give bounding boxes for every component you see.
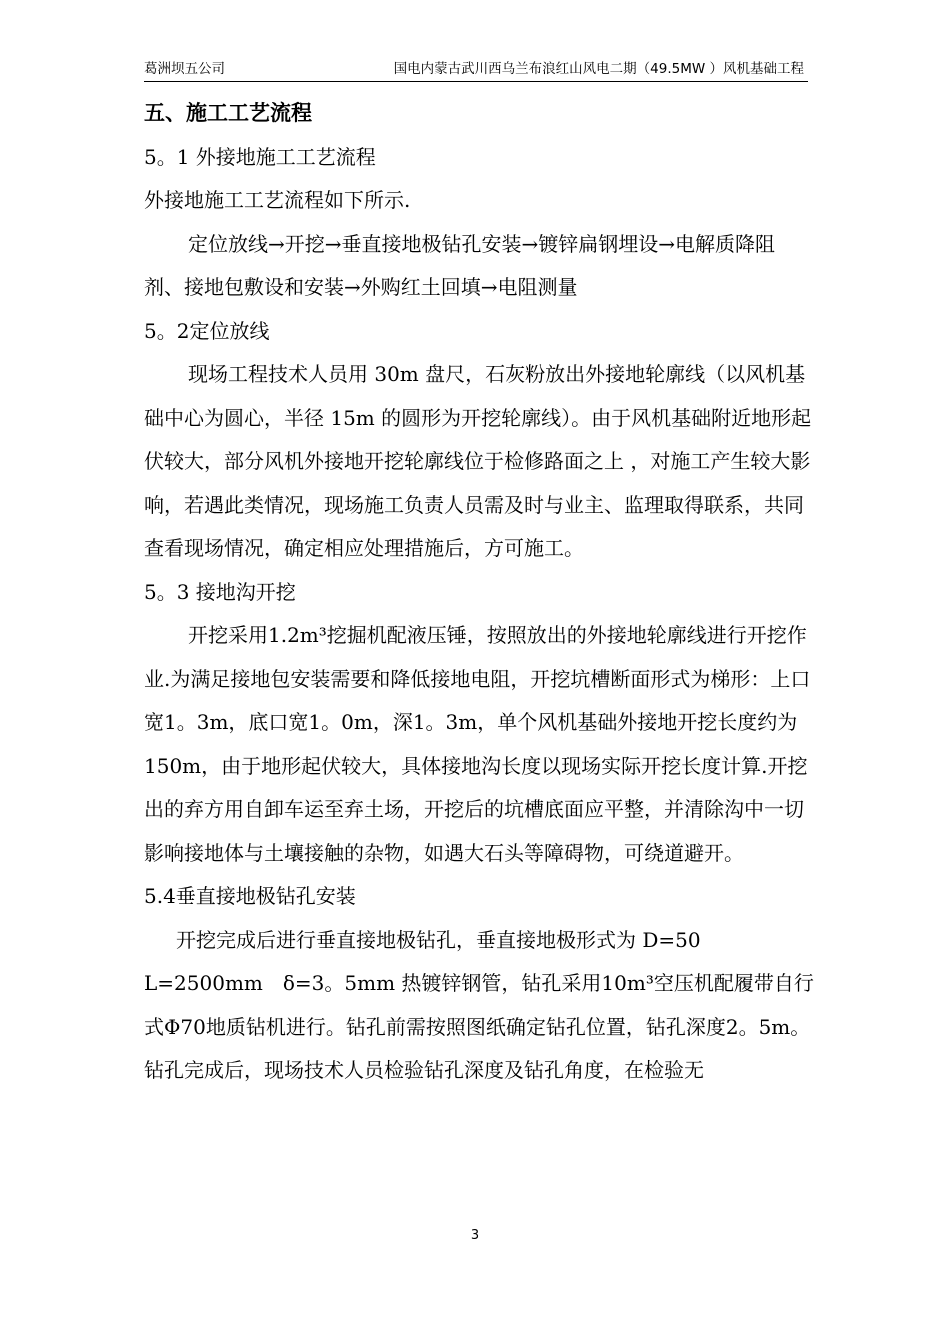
subsection-5-4-paragraph: 开挖完成后进行垂直接地极钻孔，垂直接地极形式为 D=50 L=2500mm δ=3。5mm 热镀锌钢管，钻孔采用10m³空压机配履带自行式Φ70地质钻机进行。钻孔前需按照图纸确定钻孔位置，钻孔深度2。5m。钻孔完成后，现场技术人员检验钻孔深度及钻孔角度，在检验无: [144, 927, 814, 1082]
subsection-5-2-heading: 5。2定位放线: [144, 318, 270, 343]
document-body: [144, 92, 814, 1093]
subsection-5-1-intro: 外接地施工工艺流程如下所示.: [144, 188, 411, 212]
subsection-5-3-heading: 5。3 接地沟开挖: [144, 579, 296, 604]
section-title: 五、施工工艺流程: [144, 101, 312, 125]
subsection-5-4-heading: 5.4垂直接地极钻孔安装: [144, 884, 356, 908]
header-company: 葛洲坝五公司: [144, 61, 225, 77]
subsection-5-1-heading: 5。1 外接地施工工艺流程: [144, 144, 376, 169]
header-project-title: 国电内蒙古武川西乌兰布浪红山风电二期（49.5MW ）风机基础工程: [393, 61, 804, 77]
page-number: 3: [470, 1228, 480, 1243]
subsection-5-2-paragraph: 现场工程技术人员用 30m 盘尺，石灰粉放出外接地轮廓线（以风机基础中心为圆心，半径 15m 的圆形为开挖轮廓线）。由于风机基础附近地形起伏较大，部分风机外接地开挖轮廓线位于检修路面之上 ，对施工产生较大影响，若遇此类情况，现场施工负责人员需及时与业主、监理取得联系，共同查看现场情况，确定相应处理措施后，方可施工。: [144, 362, 812, 560]
page-header: [144, 57, 808, 82]
process-flow-paragraph: 定位放线→开挖→垂直接地极钻孔安装→镀锌扁钢埋设→电解质降阻剂、接地包敷设和安装→外购红土回填→电阻测量: [144, 231, 776, 299]
subsection-5-3-paragraph: 开挖采用1.2m³挖掘机配液压锤，按照放出的外接地轮廓线进行开挖作业.为满足接地包安装需要和降低接地电阻，开挖坑槽断面形式为梯形：上口宽1。3m，底口宽1。0m，深1。3m，单个风机基础外接地开挖长度约为150m，由于地形起伏较大，具体接地沟长度以现场实际开挖长度计算.开挖出的弃方用自卸车运至弃土场，开挖后的坑槽底面应平整，并清除沟中一切影响接地体与土壤接触的杂物，如遇大石头等障碍物，可绕道避开。: [144, 623, 811, 865]
